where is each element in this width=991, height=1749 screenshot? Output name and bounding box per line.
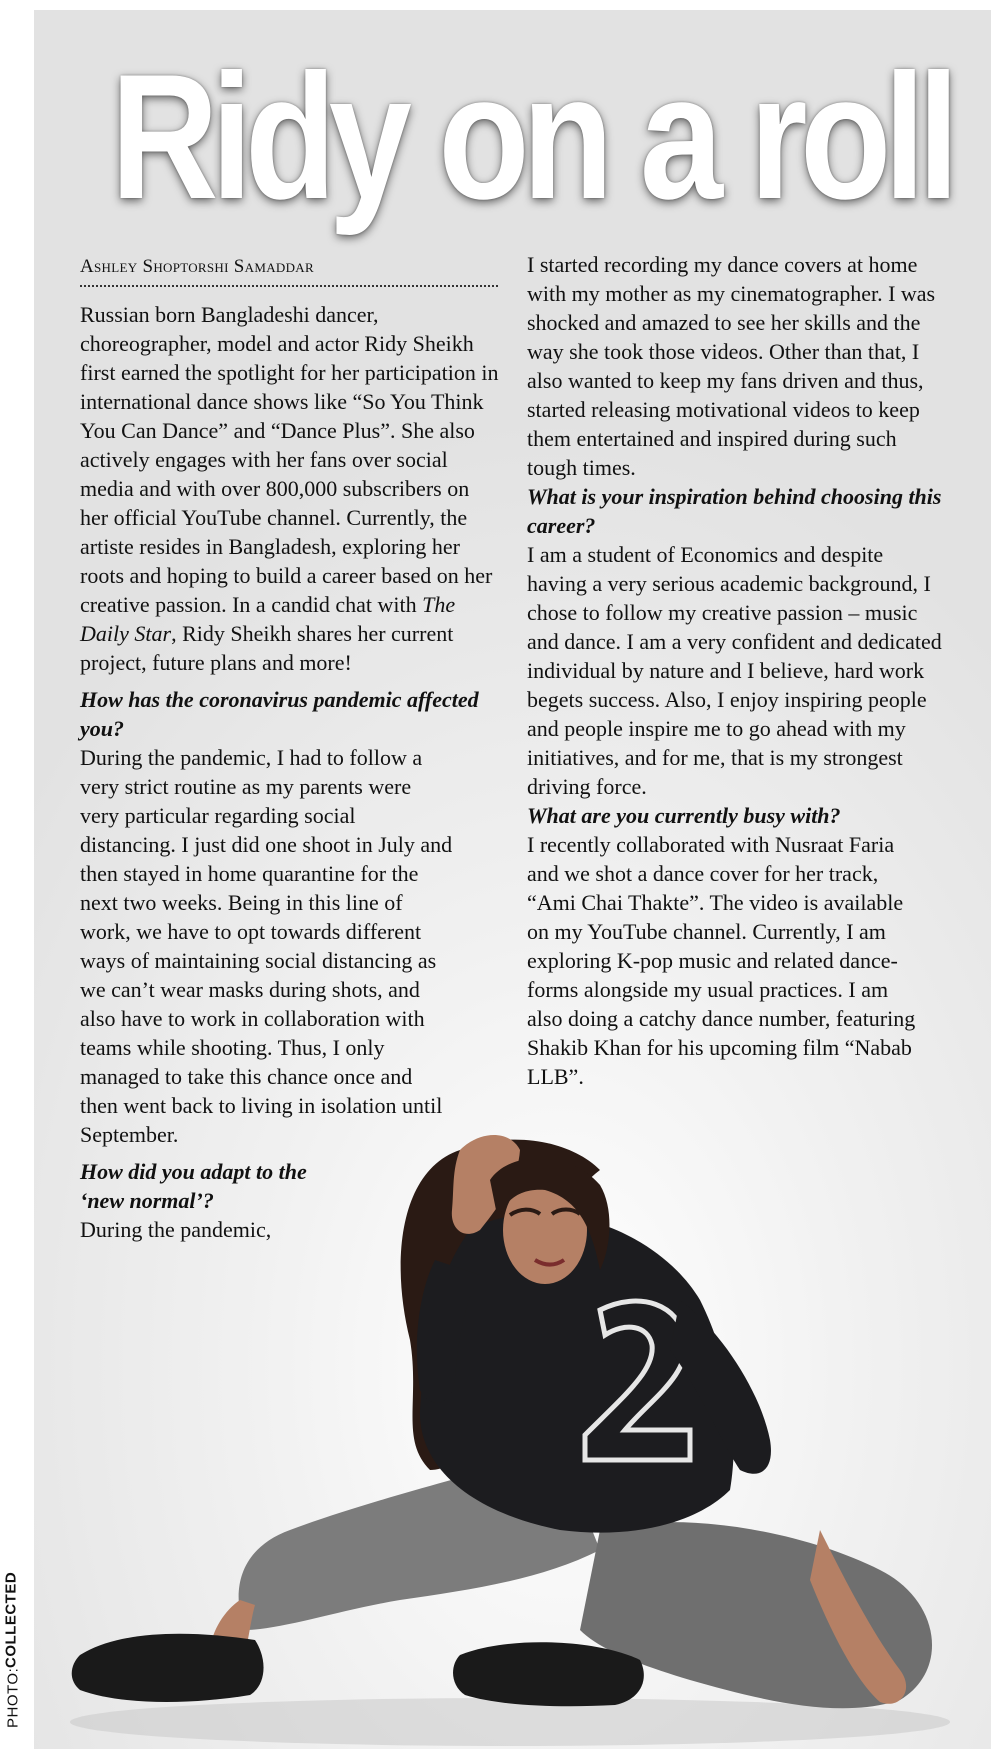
right-shoe bbox=[453, 1642, 644, 1706]
photo-credit bbox=[2, 1560, 24, 1740]
photo-credit-label: PHOTO: bbox=[4, 1667, 22, 1729]
intro-text-2: , Ridy Sheikh shares her current project, future plans and more! bbox=[80, 621, 454, 675]
headline: Ridy on a roll bbox=[110, 37, 952, 236]
question-pandemic: How has the coronavirus pandemic affected you? bbox=[80, 687, 479, 741]
byline: Ashley Shoptorshi Samaddar bbox=[80, 256, 498, 287]
publication-name: The Daily Star bbox=[80, 592, 456, 646]
left-shoe bbox=[72, 1634, 264, 1702]
answer-pandemic: During the pandemic, I had to follow a very strict routine as my parents were very particular regarding social distancing. I just did one shoot in July and then stayed in home quarantine for the next two weeks. Being in this line of work, we have to opt towards different ways of maintaining social distancing as we can’t wear masks during shots, and also have to work in collaboration with teams while shooting. Thus, I only managed to take this chance once and then went back to living in isolation until September. bbox=[80, 745, 453, 1147]
right-column bbox=[527, 250, 947, 1091]
question-busy: What are you currently busy with? bbox=[527, 803, 841, 828]
intro-text-1: Russian born Bangladeshi dancer, choreographer, model and actor Ridy Sheikh first earned the spotlight for her participation in international dance shows like “So You Think You Can Dance” and “Dance Plus”. She also actively engages with her fans over social media and with over 800,000 subscribers on her official YouTube channel. Currently, the artiste resides in Bangladesh, exploring her roots and hoping to build a career based on her creative passion. In a candid chat with bbox=[80, 302, 499, 617]
photo-credit-name: COLLECTED bbox=[2, 1571, 20, 1668]
answer-new-normal-cont: I started recording my dance covers at home with my mother as my cinematographer. I was shocked and amazed to see her skills and the way she took those videos. Other than that, I also wanted to keep my fans driven and thus, started releasing motivational videos to keep them entertained and inspired during such tough times. bbox=[527, 252, 936, 480]
intro-paragraph bbox=[80, 300, 500, 677]
question-new-normal: How did you adapt to the ‘new normal’? bbox=[80, 1159, 307, 1213]
answer-inspiration: I am a student of Economics and despite having a very serious academic background, I chose to follow my creative passion – music and dance. I am a very confident and dedicated individual by nature and I believe, hard work begets success. Also, I enjoy inspiring people and people inspire me to go ahead with my initiatives, and for me, that is my strongest driving force. bbox=[527, 542, 942, 799]
answer-new-normal-start: During the pandemic, bbox=[80, 1217, 272, 1242]
left-column bbox=[80, 300, 500, 1244]
question-inspiration: What is your inspiration behind choosing this career? bbox=[527, 484, 942, 538]
answer-busy: I recently collaborated with Nusraat Faria and we shot a dance cover for her track, “Ami Chai Thakte”. The video is available on my YouTube channel. Currently, I am exploring K-pop music and related dance-forms alongside my usual practices. I am also doing a catchy dance number, featuring Shakib Khan for his upcoming film “Nabab LLB”. bbox=[527, 832, 916, 1089]
